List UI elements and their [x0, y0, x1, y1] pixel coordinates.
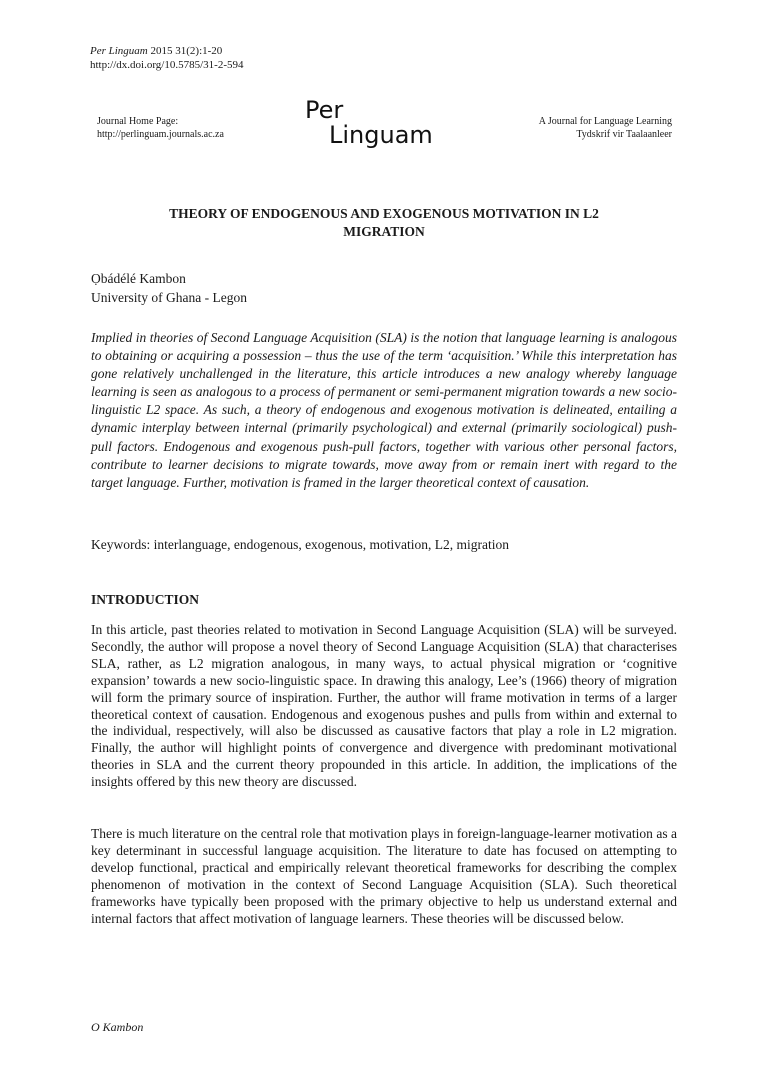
homepage-url[interactable]: http://perlinguam.journals.ac.za [97, 129, 224, 140]
logo-line-1: Per [305, 96, 344, 124]
journal-homepage [97, 115, 224, 141]
tagline-afrikaans: Tydskrif vir Taalaanleer [576, 129, 672, 140]
logo-line-2: Linguam [329, 121, 433, 149]
journal-name: Per Linguam [90, 45, 148, 57]
author-name: Ọbádélé Kambon [91, 271, 186, 286]
body-paragraph-1: In this article, past theories related to motivation in Second Language Acquisition (SLA) will be surveyed. Secondly, the author will propose a novel theory of Second Language Acquisition (SLA) that characterises SLA, rather, as L2 migration analogous, in many ways, to actual physical migration or ‘cognitive expansion’ towards a new socio-linguistic space. In drawing this analogy, Lee’s (1966) theory of migration will form the primary source of inspiration. Further, the author will frame motivation in terms of a larger theoretical context of causation. Endogenous and exogenous pushes and pulls from within and external to the individual, respectively, will also be discussed as causative factors that play a role in L2 migration. Finally, the author will highlight points of convergence and divergence with predominant motivational theories in SLA and the current theory propounded in this article. In addition, the implications of the insights offered by this new theory are discussed. [91, 622, 677, 790]
title-line-1: THEORY OF ENDOGENOUS AND EXOGENOUS MOTIVATION IN L2 [169, 206, 599, 221]
paper-title [110, 205, 658, 241]
journal-tagline [539, 115, 672, 141]
doi-link[interactable]: http://dx.doi.org/10.5785/31-2-594 [90, 59, 244, 71]
keywords: Keywords: interlanguage, endogenous, exogenous, motivation, L2, migration [91, 537, 510, 552]
issue-info: 2015 31(2):1-20 [147, 45, 223, 57]
tagline-english: A Journal for Language Learning [538, 116, 672, 127]
citation-block [90, 44, 244, 72]
title-line-2: MIGRATION [343, 224, 425, 239]
homepage-label: Journal Home Page: [97, 116, 179, 127]
running-footer: O Kambon [91, 1020, 144, 1034]
author-block [91, 269, 247, 307]
author-affiliation: University of Ghana - Legon [91, 290, 247, 305]
abstract: Implied in theories of Second Language Acquisition (SLA) is the notion that language learning is analogous to obtaining or acquiring a possession – thus the use of the term ‘acquisition.’ While this interpretation has gone relatively unchallenged in the literature, this article introduces a new analogy whereby language learning is seen as analogous to a process of permanent or semi-permanent migration towards a new socio-linguistic L2 space. As such, a theory of endogenous and exogenous motivation is delineated, entailing a dynamic interplay between internal (primarily psychological) and external (primarily sociological) push-pull factors. Endogenous and exogenous push-pull factors, together with various other personal factors, contribute to learner decisions to migrate towards, move away from or remain inert with regard to the target language. Further, motivation is framed in the larger theoretical context of causation. [91, 330, 677, 490]
body-paragraph-2: There is much literature on the central role that motivation plays in foreign-language-learner motivation as a key determinant in successful language acquisition. The literature to date has focused on attempting to develop functional, practical and empirically relevant theoretical frameworks for describing the complex phenomenon of motivation in the context of Second Language Acquisition (SLA). Such theoretical frameworks have typically been proposed with the primary objective to help us understand external and internal factors that affect motivation of language learners. These theories will be discussed below. [91, 826, 677, 926]
section-heading: INTRODUCTION [91, 592, 200, 607]
